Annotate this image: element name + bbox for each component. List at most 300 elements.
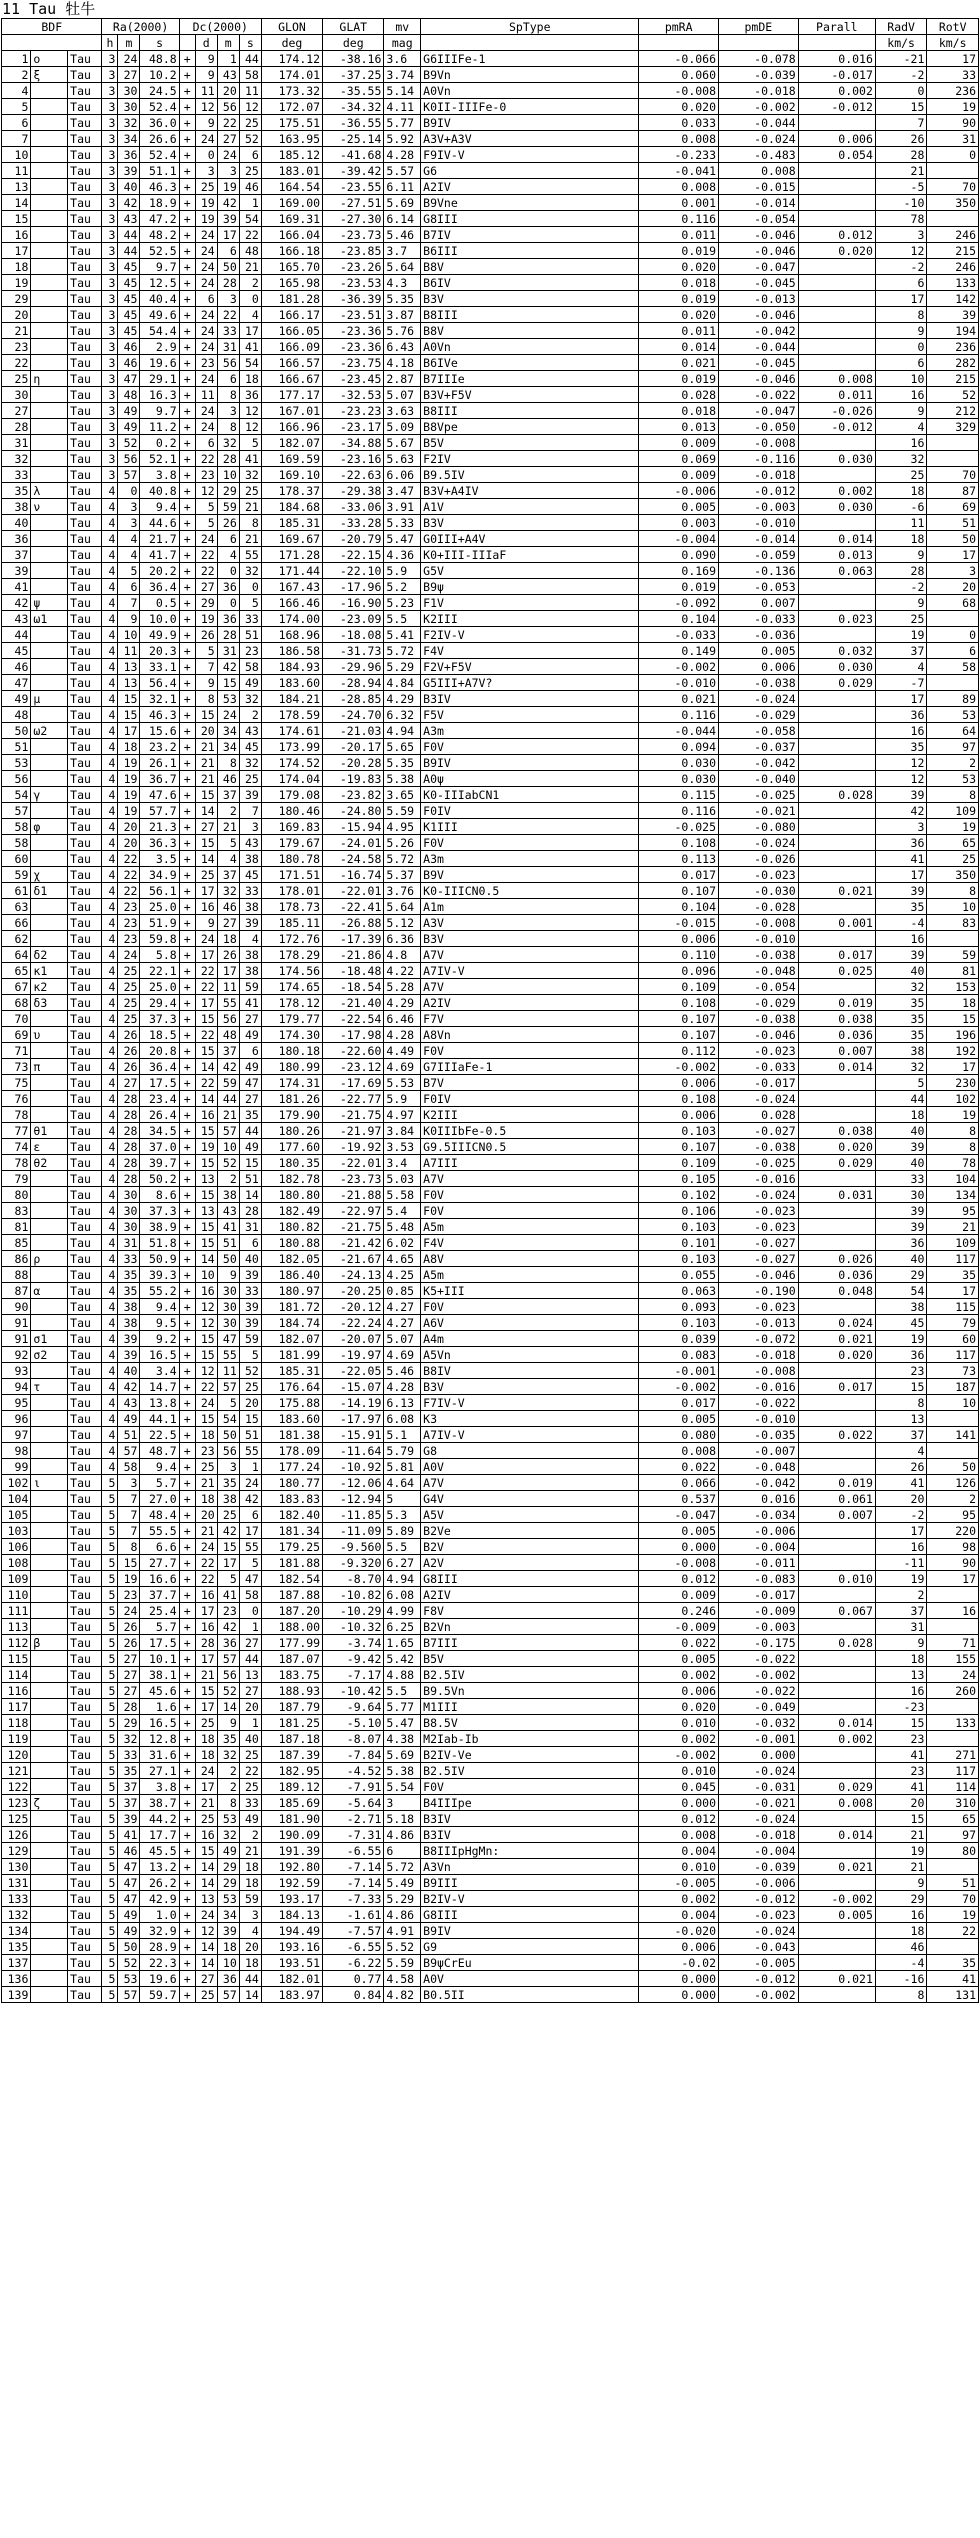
cell-sptype: A1m [421,899,639,915]
cell-dec-m: 32 [217,435,239,451]
cell-mv: 4.28 [384,147,421,163]
cell-rotv: 58 [927,659,979,675]
cell-dec-d: 22 [195,1075,217,1091]
cell-rotv: 18 [927,995,979,1011]
cell-radv: 41 [875,851,926,867]
cell-rotv: 310 [927,1795,979,1811]
cell-dec-s: 51 [239,1427,261,1443]
cell-glon: 166.46 [261,595,322,611]
cell-parall [798,739,875,755]
cell-dec-sign: + [179,1075,195,1091]
cell-ra-m: 4 [118,531,140,547]
cell-glat: 0.84 [323,1987,384,2003]
cell-radv: -4 [875,1955,926,1971]
cell-rotv: 22 [927,1923,979,1939]
cell-dec-s: 5 [239,595,261,611]
cell-dec-sign: + [179,1875,195,1891]
cell-glon: 184.13 [261,1907,322,1923]
cell-parall [798,1219,875,1235]
cell-glat: -23.23 [323,403,384,419]
cell-sptype: A5Vn [421,1347,639,1363]
cell-ra-m: 40 [118,1363,140,1379]
cell-rotv: 35 [927,1955,979,1971]
cell-dec-sign: + [179,1123,195,1139]
cell-ra-h: 3 [102,323,118,339]
cell-dec-m: 44 [217,1091,239,1107]
cell-dec-sign: + [179,1331,195,1347]
cell-dec-s: 33 [239,1283,261,1299]
cell-dec-d: 21 [195,771,217,787]
cell-bdf-number: 29 [2,291,31,307]
cell-bayer-letter: ψ [31,595,68,611]
cell-glon: 183.97 [261,1987,322,2003]
cell-dec-sign: + [179,819,195,835]
cell-dec-sign: + [179,259,195,275]
cell-ra-h: 4 [102,723,118,739]
cell-ra-s: 9.4 [140,499,179,515]
cell-mv: 5.58 [384,1187,421,1203]
cell-mv: 4.28 [384,1027,421,1043]
cell-ra-s: 0.5 [140,595,179,611]
cell-ra-s: 49.9 [140,627,179,643]
cell-mv: 3.47 [384,483,421,499]
cell-parall [798,595,875,611]
cell-rotv [927,1619,979,1635]
cell-parall [798,1619,875,1635]
cell-ra-s: 3.5 [140,851,179,867]
cell-dec-sign: + [179,115,195,131]
cell-ra-m: 47 [118,371,140,387]
cell-radv: 9 [875,595,926,611]
cell-rotv: 19 [927,1107,979,1123]
cell-dec-s: 5 [239,1347,261,1363]
cell-ra-s: 3.8 [140,467,179,483]
cell-radv: 32 [875,979,926,995]
cell-sptype: B9III [421,1875,639,1891]
cell-constellation: Tau [68,1267,102,1283]
cell-glon: 179.25 [261,1539,322,1555]
cell-dec-d: 24 [195,1763,217,1779]
cell-mv: 4.99 [384,1603,421,1619]
cell-dec-m: 3 [217,163,239,179]
cell-ra-h: 4 [102,1363,118,1379]
cell-parall: -0.012 [798,99,875,115]
cell-dec-m: 56 [217,99,239,115]
cell-glat: -21.86 [323,947,384,963]
cell-rotv: 21 [927,1219,979,1235]
cell-bayer-letter [31,387,68,403]
cell-dec-s: 43 [239,835,261,851]
cell-parall: 0.008 [798,1795,875,1811]
cell-constellation: Tau [68,147,102,163]
cell-dec-s: 27 [239,1683,261,1699]
cell-constellation: Tau [68,1987,102,2003]
cell-mv: 4.18 [384,355,421,371]
cell-constellation: Tau [68,595,102,611]
cell-parall: -0.017 [798,67,875,83]
cell-bayer-letter: ν [31,499,68,515]
cell-pmra: 0.108 [639,1091,719,1107]
cell-pmra: 0.033 [639,115,719,131]
cell-glon: 175.88 [261,1395,322,1411]
cell-dec-d: 22 [195,1379,217,1395]
cell-pmde: -0.008 [719,435,799,451]
cell-ra-s: 9.7 [140,403,179,419]
cell-bayer-letter: η [31,371,68,387]
cell-ra-m: 52 [118,435,140,451]
cell-parall [798,1555,875,1571]
cell-constellation: Tau [68,643,102,659]
cell-ra-m: 17 [118,723,140,739]
cell-constellation: Tau [68,1443,102,1459]
cell-dec-sign: + [179,323,195,339]
cell-sptype: B9ψCrEu [421,1955,639,1971]
cell-sptype: K2III [421,611,639,627]
cell-bayer-letter [31,1715,68,1731]
cell-pmde: -0.033 [719,611,799,627]
cell-bayer-letter [31,707,68,723]
cell-bdf-number: 58 [2,835,31,851]
cell-pmra: 0.096 [639,963,719,979]
cell-sptype: B6IV [421,275,639,291]
cell-radv: -16 [875,1971,926,1987]
cell-glon: 173.99 [261,739,322,755]
cell-rotv: 33 [927,67,979,83]
cell-ra-m: 44 [118,243,140,259]
cell-pmra: 0.090 [639,547,719,563]
unit-ra-h: h [102,35,118,51]
cell-ra-m: 26 [118,1059,140,1075]
cell-ra-m: 31 [118,1235,140,1251]
header-ra: Ra(2000) [102,19,179,35]
cell-ra-m: 24 [118,51,140,67]
cell-bdf-number: 116 [2,1683,31,1699]
cell-mv: 5.49 [384,1875,421,1891]
cell-bdf-number: 134 [2,1923,31,1939]
cell-rotv: 220 [927,1523,979,1539]
cell-pmra: -0.008 [639,83,719,99]
cell-ra-s: 37.7 [140,1587,179,1603]
cell-bdf-number: 31 [2,435,31,451]
cell-bdf-number: 27 [2,403,31,419]
cell-bdf-number: 21 [2,323,31,339]
cell-mv: 5.5 [384,611,421,627]
cell-dec-sign: + [179,851,195,867]
cell-dec-m: 10 [217,1955,239,1971]
cell-ra-m: 49 [118,403,140,419]
cell-radv: 9 [875,1635,926,1651]
cell-ra-s: 5.7 [140,1475,179,1491]
cell-radv: 0 [875,83,926,99]
cell-dec-s: 32 [239,563,261,579]
cell-ra-h: 4 [102,739,118,755]
cell-parall [798,1667,875,1683]
cell-ra-m: 23 [118,899,140,915]
cell-ra-m: 46 [118,355,140,371]
cell-dec-m: 34 [217,739,239,755]
cell-dec-d: 23 [195,467,217,483]
cell-dec-s: 58 [239,67,261,83]
cell-bayer-letter [31,1507,68,1523]
cell-bdf-number: 35 [2,483,31,499]
cell-sptype: F7IV-V [421,1395,639,1411]
cell-rotv: 69 [927,499,979,515]
cell-bayer-letter: δ1 [31,883,68,899]
cell-dec-m: 15 [217,1539,239,1555]
cell-mv: 6.32 [384,707,421,723]
cell-dec-m: 17 [217,963,239,979]
cell-bayer-letter [31,1203,68,1219]
cell-dec-m: 5 [217,1395,239,1411]
cell-dec-s: 0 [239,579,261,595]
cell-pmde: -0.053 [719,579,799,595]
cell-radv: 4 [875,419,926,435]
cell-sptype: B3IV [421,1827,639,1843]
cell-ra-h: 4 [102,627,118,643]
cell-pmde: -0.023 [719,867,799,883]
cell-bdf-number: 90 [2,1299,31,1315]
cell-dec-sign: + [179,211,195,227]
cell-dec-sign: + [179,387,195,403]
cell-mv: 5.35 [384,755,421,771]
cell-ra-h: 3 [102,243,118,259]
cell-parall [798,1203,875,1219]
cell-dec-d: 17 [195,883,217,899]
cell-pmde: -0.001 [719,1731,799,1747]
cell-ra-s: 10.1 [140,1651,179,1667]
cell-parall [798,771,875,787]
cell-radv: 6 [875,275,926,291]
cell-pmra: 0.028 [639,387,719,403]
cell-dec-m: 0 [217,563,239,579]
cell-constellation: Tau [68,1923,102,1939]
cell-parall [798,1987,875,2003]
cell-dec-m: 21 [217,819,239,835]
cell-bdf-number: 39 [2,563,31,579]
cell-radv: 29 [875,1267,926,1283]
cell-constellation: Tau [68,1059,102,1075]
cell-ra-h: 3 [102,51,118,67]
cell-bdf-number: 49 [2,691,31,707]
cell-mv: 5.92 [384,131,421,147]
cell-bdf-number: 79 [2,1171,31,1187]
cell-bdf-number: 1 [2,51,31,67]
cell-ra-m: 27 [118,67,140,83]
cell-dec-s: 17 [239,1523,261,1539]
cell-radv: 5 [875,1075,926,1091]
cell-dec-m: 14 [217,1699,239,1715]
cell-glon: 165.70 [261,259,322,275]
cell-pmde: 0.007 [719,595,799,611]
cell-pmra: -0.020 [639,1923,719,1939]
cell-rotv: 329 [927,419,979,435]
cell-ra-s: 17.7 [140,1827,179,1843]
cell-dec-s: 41 [239,451,261,467]
cell-pmde: -0.078 [719,51,799,67]
cell-dec-s: 52 [239,131,261,147]
cell-bdf-number: 74 [2,1139,31,1155]
cell-dec-m: 26 [217,947,239,963]
cell-bdf-number: 129 [2,1843,31,1859]
cell-ra-m: 11 [118,643,140,659]
cell-bdf-number: 41 [2,579,31,595]
cell-mv: 5.54 [384,1779,421,1795]
cell-glon: 182.01 [261,1971,322,1987]
cell-glon: 174.00 [261,611,322,627]
cell-rotv: 39 [927,307,979,323]
cell-pmra: 0.009 [639,435,719,451]
cell-ra-h: 4 [102,499,118,515]
cell-pmde: -0.008 [719,915,799,931]
cell-pmde: -0.042 [719,1475,799,1491]
cell-pmra: 0.004 [639,1843,719,1859]
cell-ra-m: 53 [118,1971,140,1987]
cell-pmde: -0.024 [719,1091,799,1107]
table-row [2,723,979,739]
cell-radv: 12 [875,771,926,787]
cell-ra-s: 23.4 [140,1091,179,1107]
cell-bayer-letter [31,1971,68,1987]
cell-bayer-letter [31,243,68,259]
cell-rotv: 95 [927,1203,979,1219]
cell-bayer-letter: τ [31,1379,68,1395]
cell-bdf-number: 19 [2,275,31,291]
cell-bayer-letter: ε [31,1139,68,1155]
cell-dec-m: 3 [217,1459,239,1475]
cell-radv: 18 [875,1651,926,1667]
cell-dec-d: 15 [195,1187,217,1203]
cell-sptype: B3V [421,291,639,307]
cell-constellation: Tau [68,1571,102,1587]
table-row [2,1539,979,1555]
cell-dec-m: 26 [217,515,239,531]
cell-bdf-number: 94 [2,1379,31,1395]
cell-dec-m: 59 [217,1075,239,1091]
cell-ra-s: 26.4 [140,1107,179,1123]
cell-bdf-number: 47 [2,675,31,691]
cell-ra-s: 44.2 [140,1811,179,1827]
cell-bdf-number: 92 [2,1347,31,1363]
cell-ra-m: 18 [118,739,140,755]
cell-dec-m: 38 [217,1491,239,1507]
cell-pmde: -0.047 [719,259,799,275]
cell-dec-d: 22 [195,1027,217,1043]
cell-glon: 187.79 [261,1699,322,1715]
cell-parall [798,835,875,851]
cell-parall [798,819,875,835]
cell-dec-sign: + [179,1427,195,1443]
cell-sptype: A7IV-V [421,1427,639,1443]
cell-ra-m: 19 [118,787,140,803]
cell-pmde: -0.046 [719,371,799,387]
cell-glon: 184.68 [261,499,322,515]
cell-constellation: Tau [68,1667,102,1683]
cell-pmra: 0.045 [639,1779,719,1795]
cell-dec-sign: + [179,1155,195,1171]
cell-pmra: 0.113 [639,851,719,867]
cell-dec-sign: + [179,803,195,819]
cell-pmde: -0.040 [719,771,799,787]
cell-ra-h: 5 [102,1987,118,2003]
cell-pmra: 0.107 [639,883,719,899]
cell-pmde: -0.027 [719,1123,799,1139]
cell-rotv: 98 [927,1539,979,1555]
cell-bdf-number: 7 [2,131,31,147]
cell-ra-s: 9.2 [140,1331,179,1347]
cell-radv: 12 [875,755,926,771]
cell-bayer-letter [31,1219,68,1235]
cell-pmra: 0.115 [639,787,719,803]
cell-bayer-letter [31,1043,68,1059]
table-row [2,739,979,755]
cell-mv: 5.26 [384,835,421,851]
cell-pmra: -0.008 [639,1555,719,1571]
cell-ra-h: 5 [102,1779,118,1795]
cell-sptype: A2IV [421,1587,639,1603]
cell-dec-m: 5 [217,835,239,851]
cell-rotv: 282 [927,355,979,371]
cell-pmra: -0.009 [639,1619,719,1635]
cell-constellation: Tau [68,1699,102,1715]
cell-dec-m: 57 [217,1987,239,2003]
cell-mv: 4.27 [384,1315,421,1331]
cell-glat: -23.85 [323,243,384,259]
cell-dec-sign: + [179,1379,195,1395]
cell-bdf-number: 73 [2,1059,31,1075]
cell-ra-m: 27 [118,1667,140,1683]
cell-bayer-letter [31,515,68,531]
cell-mv: 5.48 [384,1219,421,1235]
cell-bdf-number: 44 [2,627,31,643]
cell-constellation: Tau [68,579,102,595]
table-row [2,1139,979,1155]
cell-dec-sign: + [179,659,195,675]
cell-pmra: 0.002 [639,1731,719,1747]
cell-dec-d: 16 [195,1619,217,1635]
cell-dec-m: 15 [217,675,239,691]
cell-ra-h: 4 [102,1379,118,1395]
cell-dec-sign: + [179,1219,195,1235]
cell-bayer-letter [31,195,68,211]
cell-rotv: 2 [927,1491,979,1507]
table-row [2,67,979,83]
cell-dec-d: 9 [195,915,217,931]
cell-pmde: -0.023 [719,1043,799,1059]
cell-ra-m: 28 [118,1171,140,1187]
cell-sptype: F0V [421,1779,639,1795]
cell-dec-s: 5 [239,435,261,451]
cell-dec-d: 22 [195,547,217,563]
cell-mv: 5.64 [384,259,421,275]
cell-constellation: Tau [68,787,102,803]
cell-dec-m: 55 [217,995,239,1011]
cell-dec-sign: + [179,1187,195,1203]
cell-glat: -19.92 [323,1139,384,1155]
cell-rotv: 10 [927,899,979,915]
cell-pmde: 0.006 [719,659,799,675]
cell-ra-m: 38 [118,1315,140,1331]
cell-pmde: 0.028 [719,1107,799,1123]
table-row [2,1795,979,1811]
cell-glat: -17.97 [323,1411,384,1427]
cell-ra-s: 10.2 [140,67,179,83]
cell-radv: 23 [875,1731,926,1747]
cell-dec-sign: + [179,1699,195,1715]
header-radv: RadV [875,19,926,35]
cell-dec-s: 54 [239,355,261,371]
cell-dec-m: 8 [217,387,239,403]
cell-bdf-number: 119 [2,1731,31,1747]
